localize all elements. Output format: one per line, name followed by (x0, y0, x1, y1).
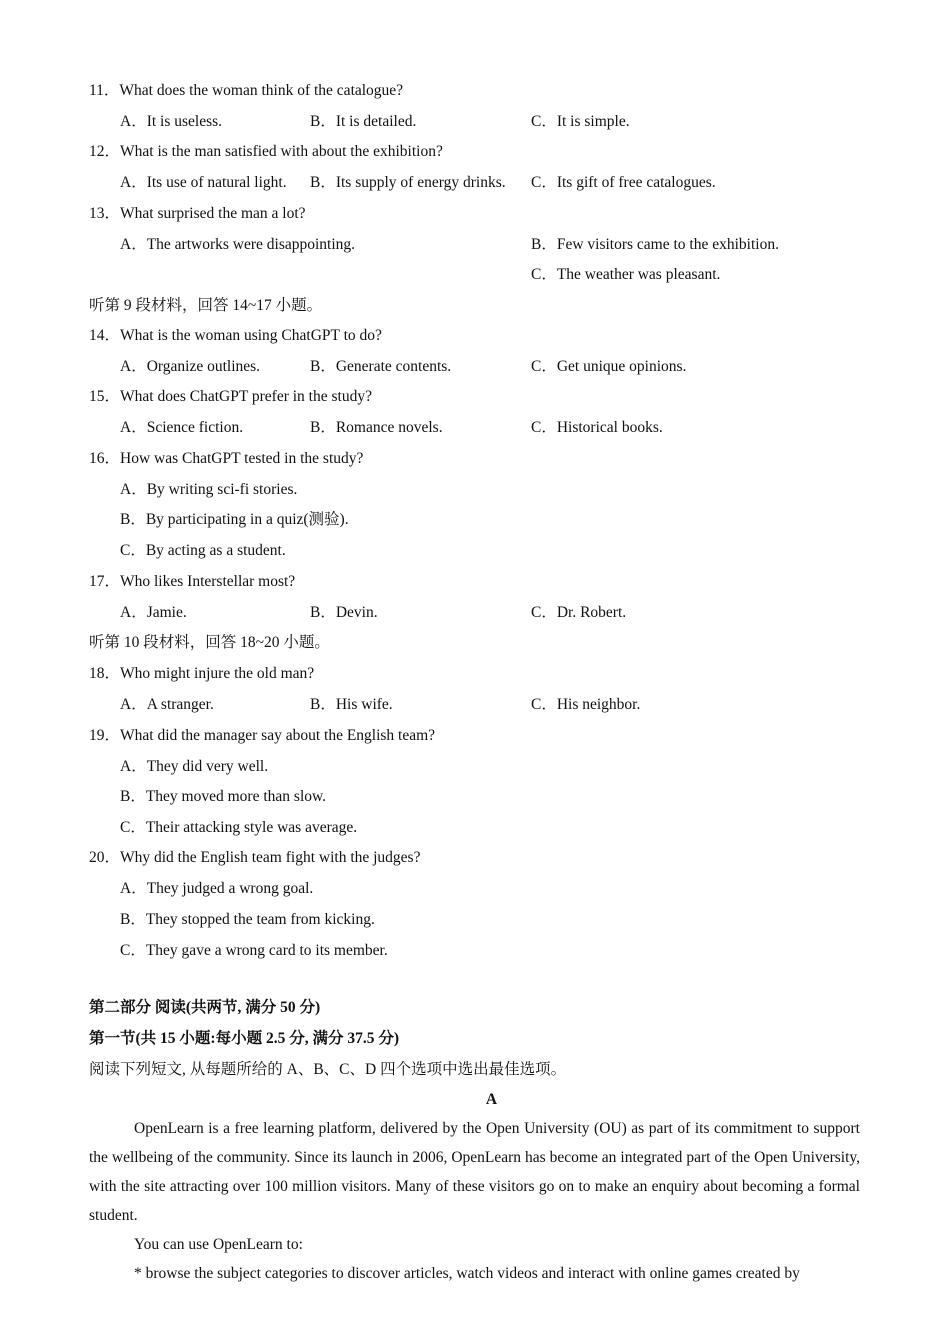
reading-instruction: 阅读下列短文, 从每题所给的 A、B、C、D 四个选项中选出最佳选项。 (89, 1061, 567, 1078)
question-14-option-c: C．Get unique opinions. (531, 358, 687, 375)
question-11-option-c: C．It is simple. (531, 113, 630, 130)
question-20-option-b: B．They stopped the team from kicking. (120, 911, 375, 928)
question-11-stem: 11．What does the woman think of the catalogue? (89, 82, 404, 99)
question-17-stem: 17．Who likes Interstellar most? (89, 573, 296, 590)
passage-letter: A (485, 1091, 498, 1108)
question-14-option-a: A．Organize outlines. (120, 358, 261, 375)
passage-paragraph-1: OpenLearn is a free learning platform, delivered by the Open University (OU) as part of its commitment to support the wellbeing of the community. Since its launch in 2006, OpenLearn has become an integrated part of the Open University, with the site attracting over 100 million visitors. Many of these visitors go on to make an enquiry about becoming a formal student. (89, 1120, 860, 1224)
question-20-option-c: C．They gave a wrong card to its member. (120, 942, 388, 959)
question-13-option-a: A．The artworks were disappointing. (120, 236, 356, 253)
question-12-option-a: A．Its use of natural light. (120, 174, 287, 191)
question-16-option-b: B．By participating in a quiz(测验). (120, 511, 349, 528)
question-13-stem: 13．What surprised the man a lot? (89, 205, 306, 222)
question-16-option-c: C．By acting as a student. (120, 542, 286, 559)
question-17-option-b: B．Devin. (310, 604, 378, 621)
question-20-option-a: A．They judged a wrong goal. (120, 880, 314, 897)
question-15-option-b: B．Romance novels. (310, 419, 443, 436)
question-14-option-b: B．Generate contents. (310, 358, 452, 375)
question-12-option-b: B．Its supply of energy drinks. (310, 174, 506, 191)
question-18-option-c: C．His neighbor. (531, 696, 641, 713)
question-19-option-b: B．They moved more than slow. (120, 788, 327, 805)
question-16-option-a: A．By writing sci-fi stories. (120, 481, 298, 498)
question-14-stem: 14．What is the woman using ChatGPT to do? (89, 327, 382, 344)
question-20-stem: 20．Why did the English team fight with the judges? (89, 849, 421, 866)
question-12-option-c: C．Its gift of free catalogues. (531, 174, 716, 191)
question-15-option-c: C．Historical books. (531, 419, 663, 436)
question-18-option-b: B．His wife. (310, 696, 393, 713)
question-13-option-c: C．The weather was pleasant. (531, 266, 721, 283)
passage-paragraph-2: You can use OpenLearn to: (134, 1236, 303, 1253)
question-18-option-a: A．A stranger. (120, 696, 214, 713)
passage-bullet-1: * browse the subject categories to discover articles, watch videos and interact with online games created by (134, 1265, 800, 1282)
question-19-option-c: C．Their attacking style was average. (120, 819, 358, 836)
question-19-option-a: A．They did very well. (120, 758, 269, 775)
section-one-title: 第一节(共 15 小题:每小题 2.5 分, 满分 37.5 分) (89, 1030, 399, 1047)
question-17-option-c: C．Dr. Robert. (531, 604, 627, 621)
question-11-option-a: A．It is useless. (120, 113, 223, 130)
question-15-stem: 15．What does ChatGPT prefer in the study? (89, 388, 372, 405)
question-12-stem: 12．What is the man satisfied with about the exhibition? (89, 143, 443, 160)
question-19-stem: 19．What did the manager say about the English team? (89, 727, 436, 744)
question-16-stem: 16．How was ChatGPT tested in the study? (89, 450, 364, 467)
part-two-title: 第二部分 阅读(共两节, 满分 50 分) (89, 999, 321, 1016)
section-9-instruction: 听第 9 段材料，回答 14~17 小题。 (89, 297, 323, 314)
question-17-option-a: A．Jamie. (120, 604, 187, 621)
question-11-option-b: B．It is detailed. (310, 113, 417, 130)
question-18-stem: 18．Who might injure the old man? (89, 665, 315, 682)
question-13-option-b: B．Few visitors came to the exhibition. (531, 236, 779, 253)
question-15-option-a: A．Science fiction. (120, 419, 244, 436)
section-10-instruction: 听第 10 段材料，回答 18~20 小题。 (89, 634, 330, 651)
